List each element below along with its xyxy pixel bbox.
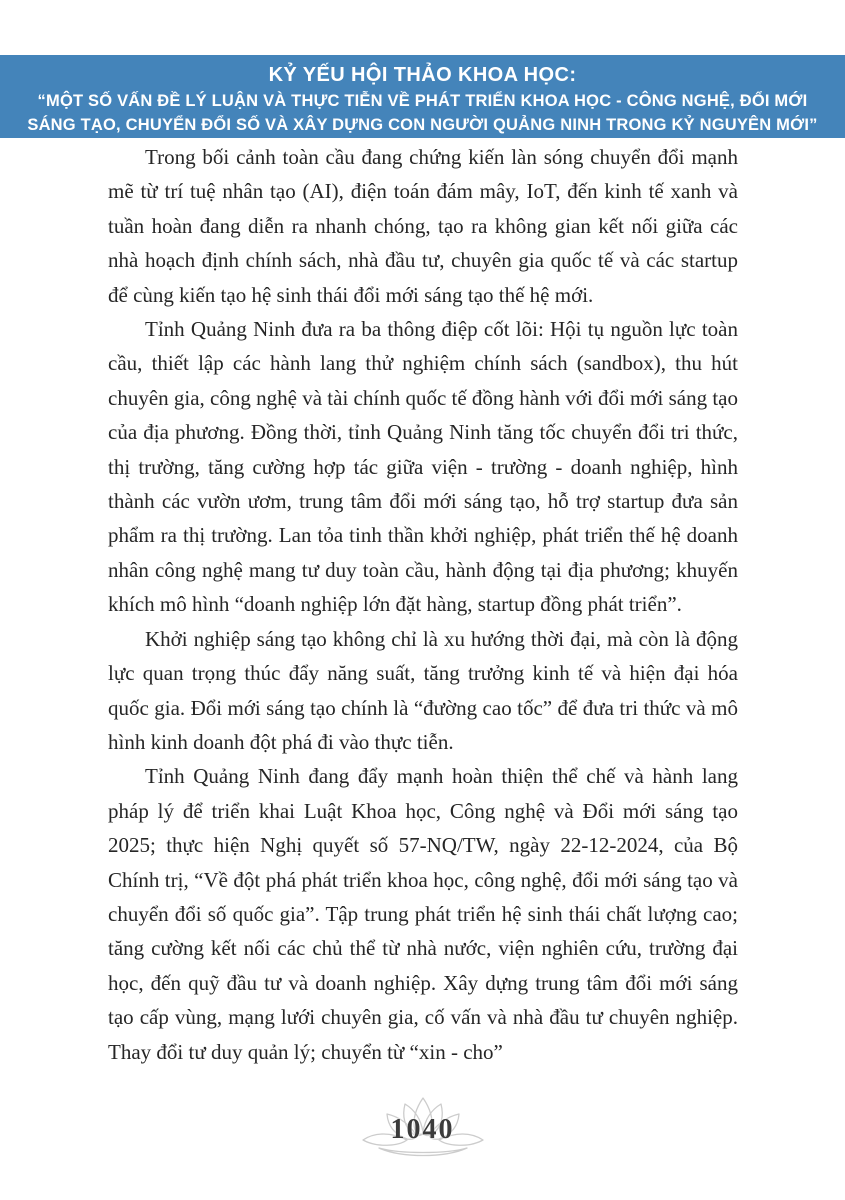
body-paragraph: Trong bối cảnh toàn cầu đang chứng kiến làn sóng chuyển đổi mạnh mẽ từ trí tuệ nhân tạo (AI), điện toán đám mây, IoT, đến kinh tế xanh và tuần hoàn đang diễn ra nhanh chóng, tạo ra không gian kết nối giữa các nhà hoạch định chính sách, nhà đầu tư, chuyên gia quốc tế và các startup để cùng kiến tạo hệ sinh thái đổi mới sáng tạo thế hệ mới. [108, 145, 738, 307]
body-paragraph: Tỉnh Quảng Ninh đang đẩy mạnh hoàn thiện thể chế và hành lang pháp lý để triển khai Luật Khoa học, Công nghệ và Đổi mới sáng tạo 2025; thực hiện Nghị quyết số 57-NQ/TW, ngày 22-12-2024, của Bộ Chính trị, “Về đột phá phát triển khoa học, công nghệ, đổi mới sáng tạo và chuyển đổi số quốc gia”. Tập trung phát triển hệ sinh thái chất lượng cao; tăng cường kết nối các chủ thể từ nhà nước, viện nghiên cứu, trường đại học, đến quỹ đầu tư và doanh nghiệp. Xây dựng trung tâm đổi mới sáng tạo cấp vùng, mạng lưới chuyên gia, cố vấn và nhà đầu tư chuyên nghiệp. Thay đổi tư duy quản lý; chuyển từ “xin - cho” [108, 764, 738, 1064]
article-body [108, 140, 738, 1096]
conference-title: KỶ YẾU HỘI THẢO KHOA HỌC: [268, 64, 577, 86]
body-paragraph: Khởi nghiệp sáng tạo không chỉ là xu hướng thời đại, mà còn là động lực quan trọng thúc đẩy năng suất, tăng trưởng kinh tế và hiện đại hóa quốc gia. Đổi mới sáng tạo chính là “đường cao tốc” để đưa tri thức và mô hình kinh doanh đột phá đi vào thực tiễn. [108, 626, 738, 754]
footer-ornament [361, 1096, 485, 1160]
conference-subtitle-line2: SÁNG TẠO, CHUYỂN ĐỔI SỐ VÀ XÂY DỰNG CON NGƯỜI QUẢNG NINH TRONG KỶ NGUYÊN MỚI” [27, 116, 818, 134]
page-number: 1040 [390, 1114, 455, 1145]
page-footer [0, 1096, 845, 1168]
body-paragraph: Tỉnh Quảng Ninh đưa ra ba thông điệp cốt lõi: Hội tụ nguồn lực toàn cầu, thiết lập các hành lang thử nghiệm chính sách (sandbox), thu hút chuyên gia, công nghệ và tài chính quốc tế đồng hành với đổi mới sáng tạo của địa phương. Đồng thời, tỉnh Quảng Ninh tăng tốc chuyển đổi tri thức, thị trường, tăng cường hợp tác giữa viện - trường - doanh nghiệp, hình thành các vườn ươm, trung tâm đổi mới sáng tạo, hỗ trợ startup đưa sản phẩm ra thị trường. Lan tỏa tinh thần khởi nghiệp, phát triển thế hệ doanh nhân công nghệ mang tư duy toàn cầu, hành động tại địa phương; khuyến khích mô hình “doanh nghiệp lớn đặt hàng, startup đồng phát triển”. [108, 317, 738, 617]
conference-header-band [0, 55, 845, 138]
conference-subtitle-line1: “MỘT SỐ VẤN ĐỀ LÝ LUẬN VÀ THỰC TIỄN VỀ PHÁT TRIỂN KHOA HỌC - CÔNG NGHỆ, ĐỔI MỚI [37, 92, 808, 110]
